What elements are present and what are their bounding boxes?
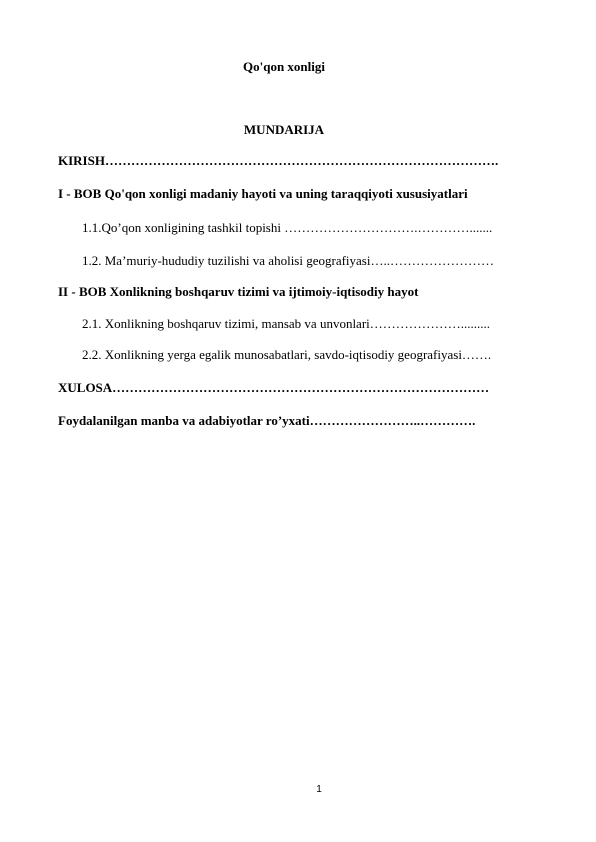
- toc-entry-bibliography: Foydalanilgan manba va adabiyotlar ro’yxati……………………..………….: [58, 413, 476, 428]
- page-number: 1: [316, 784, 322, 795]
- toc-entry-introduction: KIRISH……………………………………………………………………………….: [58, 153, 499, 168]
- document-title: Qo'qon xonligi: [243, 59, 325, 74]
- toc-entry-section-2-2: 2.2. Xonlikning yerga egalik munosabatlari, savdo-iqtisodiy geografiyasi…….: [82, 347, 492, 362]
- toc-entry-conclusion: XULOSA……………………………………………………………………………: [58, 380, 490, 395]
- table-of-contents-heading: MUNDARIJA: [243, 122, 325, 137]
- toc-entry-section-1-1: 1.1.Qo’qon xonligining tashkil topishi ………………………….………….......: [82, 220, 493, 235]
- toc-entry-chapter-2: II - BOB Xonlikning boshqaruv tizimi va ijtimoiy-iqtisodiy hayot: [58, 284, 419, 299]
- toc-entry-chapter-1: I - BOB Qo'qon xonligi madaniy hayoti va uning taraqqiyoti xususiyatlari: [58, 186, 468, 201]
- toc-entry-section-2-1: 2.1. Xonlikning boshqaruv tizimi, mansab va unvonlari………………….........: [82, 316, 491, 331]
- toc-entry-section-1-2: 1.2. Ma’muriy-hududiy tuzilishi va aholisi geografiyasi…..……………………: [82, 253, 494, 268]
